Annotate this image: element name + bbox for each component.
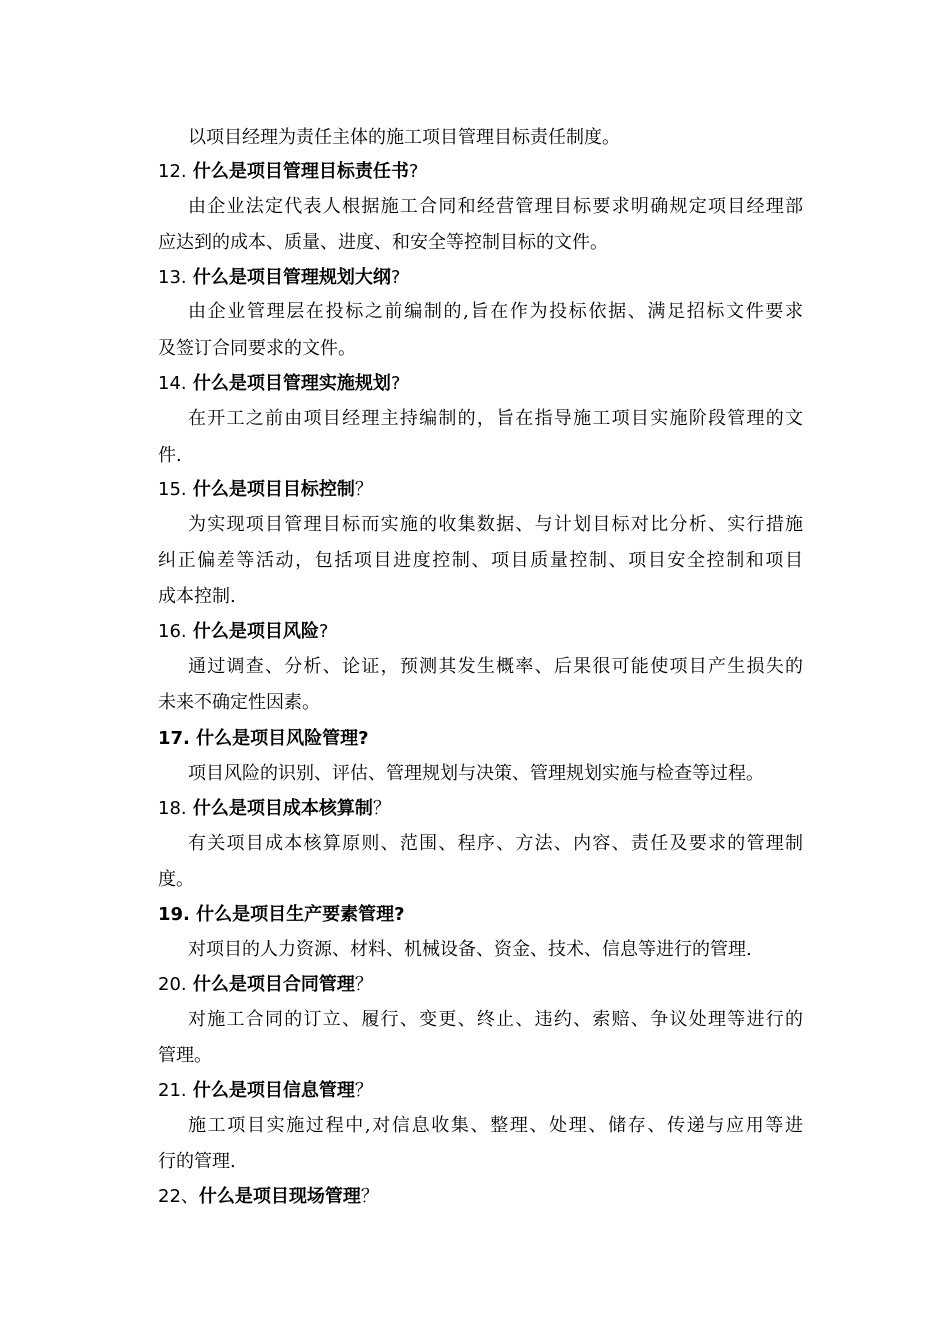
answer-14-line-1: 在开工之前由项目经理主持编制的，旨在指导施工项目实施阶段管理的文 bbox=[188, 408, 803, 429]
question-mark: ? bbox=[390, 373, 401, 394]
question-22 bbox=[158, 1185, 808, 1209]
answer-11-tail: 以项目经理为责任主体的施工项目管理目标责任制度。 bbox=[188, 127, 620, 148]
question-mark: ？ bbox=[354, 479, 373, 500]
answer-21-line-2: 行的管理. bbox=[158, 1151, 236, 1172]
question-mark: ? bbox=[408, 161, 419, 182]
answer-18-line-1: 有关项目成本核算原则、范围、程序、方法、内容、责任及要求的管理制 bbox=[188, 833, 803, 854]
question-mark: ？ bbox=[354, 1080, 373, 1101]
question-number: 19. bbox=[158, 904, 190, 925]
question-mark: ? bbox=[390, 267, 401, 288]
question-text: 什么是项目管理规划大纲 bbox=[192, 267, 391, 288]
question-19 bbox=[158, 903, 808, 927]
question-number: 18. bbox=[158, 798, 187, 819]
question-21 bbox=[158, 1079, 808, 1103]
answer-20-line-1: 对施工合同的订立、履行、变更、终止、违约、索赔、争议处理等进行的 bbox=[188, 1009, 803, 1030]
answer-12-line-1: 由企业法定代表人根据施工合同和经营管理目标要求明确规定项目经理部 bbox=[188, 196, 803, 217]
question-number: 13. bbox=[158, 267, 187, 288]
question-20 bbox=[158, 973, 808, 997]
question-number: 22、 bbox=[158, 1186, 199, 1207]
answer-13-line-1: 由企业管理层在投标之前编制的,旨在作为投标依据、满足招标文件要求 bbox=[188, 301, 803, 322]
question-mark: ? bbox=[394, 904, 405, 925]
question-number: 14. bbox=[158, 373, 187, 394]
question-number: 21. bbox=[158, 1080, 187, 1101]
question-number: 15. bbox=[158, 479, 187, 500]
answer-13-line-2: 及签订合同要求的文件。 bbox=[158, 338, 356, 359]
question-text: 什么是项目成本核算制 bbox=[192, 798, 373, 819]
question-text: 什么是项目管理目标责任书 bbox=[192, 161, 409, 182]
question-number: 16. bbox=[158, 621, 187, 642]
answer-21-line-1: 施工项目实施过程中,对信息收集、整理、处理、储存、传递与应用等进 bbox=[188, 1115, 803, 1136]
answer-14-line-2: 件. bbox=[158, 445, 182, 466]
answer-15-line-2: 纠正偏差等活动，包括项目进度控制、项目质量控制、项目安全控制和项目 bbox=[158, 550, 803, 571]
question-mark: ？ bbox=[372, 798, 391, 819]
question-number: 17. bbox=[158, 728, 190, 749]
answer-18-line-2: 度。 bbox=[158, 869, 194, 890]
question-12 bbox=[158, 160, 808, 184]
question-text: 什么是项目现场管理 bbox=[198, 1186, 361, 1207]
answer-17-line-1: 项目风险的识别、评估、管理规划与决策、管理规划实施与检查等过程。 bbox=[188, 763, 764, 784]
question-17 bbox=[158, 727, 808, 751]
question-text: 什么是项目目标控制 bbox=[192, 479, 355, 500]
answer-15-line-3: 成本控制. bbox=[158, 586, 236, 607]
question-15 bbox=[158, 478, 808, 502]
answer-20-line-2: 管理。 bbox=[158, 1045, 212, 1066]
question-mark: ？ bbox=[360, 1186, 379, 1207]
question-number: 20. bbox=[158, 974, 187, 995]
question-number: 12. bbox=[158, 161, 187, 182]
question-text: 什么是项目风险管理 bbox=[196, 728, 359, 749]
answer-15-line-1: 为实现项目管理目标而实施的收集数据、与计划目标对比分析、实行措施 bbox=[188, 514, 803, 535]
question-text: 什么是项目风险 bbox=[192, 621, 319, 642]
answer-19-line-1: 对项目的人力资源、材料、机械设备、资金、技术、信息等进行的管理. bbox=[188, 939, 752, 960]
question-text: 什么是项目生产要素管理 bbox=[196, 904, 395, 925]
question-mark: ？ bbox=[354, 974, 373, 995]
question-13 bbox=[158, 266, 808, 290]
question-text: 什么是项目合同管理 bbox=[192, 974, 355, 995]
question-14 bbox=[158, 372, 808, 396]
question-text: 什么是项目信息管理 bbox=[192, 1080, 355, 1101]
question-16 bbox=[158, 620, 808, 644]
question-mark: ? bbox=[318, 621, 329, 642]
question-text: 什么是项目管理实施规划 bbox=[192, 373, 391, 394]
answer-12-line-2: 应达到的成本、质量、进度、和安全等控制目标的文件。 bbox=[158, 232, 608, 253]
answer-16-line-1: 通过调查、分析、论证，预测其发生概率、后果很可能使项目产生损失的 bbox=[188, 656, 803, 677]
answer-16-line-2: 未来不确定性因素。 bbox=[158, 692, 320, 713]
question-mark: ? bbox=[358, 728, 369, 749]
question-18 bbox=[158, 797, 808, 821]
